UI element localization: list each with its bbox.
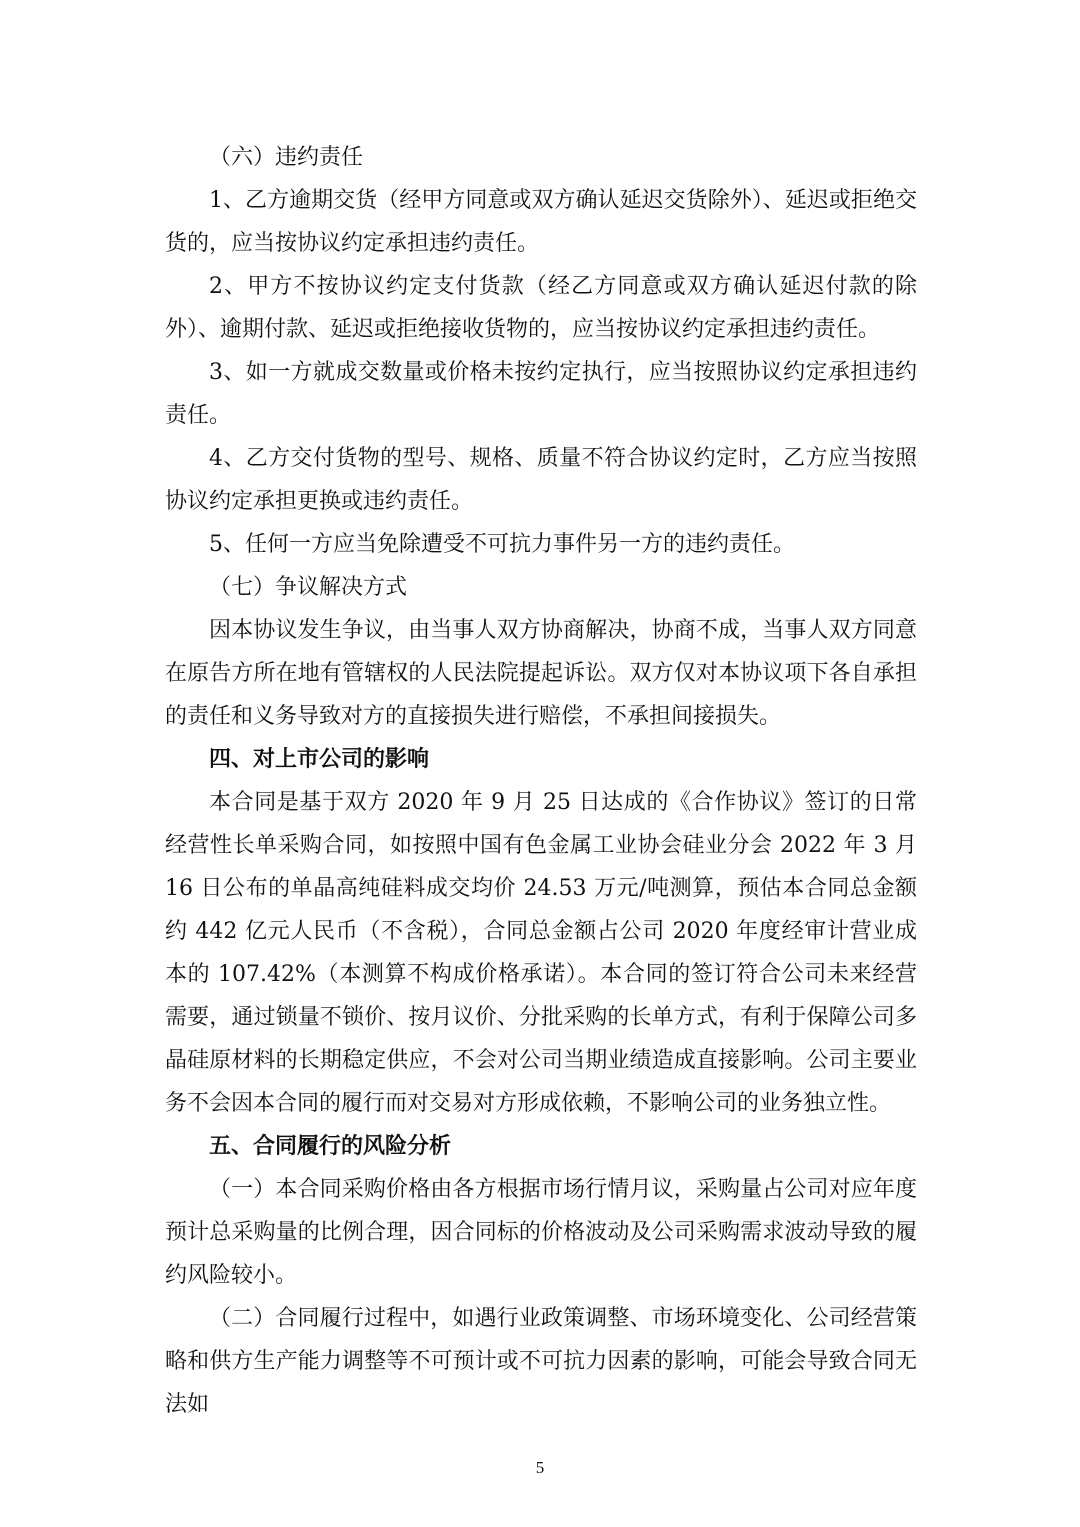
paragraph-breach-clause-5: 5、任何一方应当免除遭受不可抗力事件另一方的违约责任。 — [209, 532, 795, 557]
paragraph-breach-clause-2: 2、甲方不按协议约定支付货款（经乙方同意或双方确认延迟付款的除外）、逾期付款、延迟或拒绝接收货物的，应当按协议约定承担违约责任。 — [165, 274, 917, 342]
paragraph-dispute-resolution: 因本协议发生争议，由当事人双方协商解决，协商不成，当事人双方同意在原告方所在地有管辖权的人民法院提起诉讼。双方仅对本协议项下各自承担的责任和义务导致对方的直接损失进行赔偿，不承担间接损失。 — [165, 618, 917, 729]
paragraph-risk-2: （二）合同履行过程中，如遇行业政策调整、市场环境变化、公司经营策略和供方生产能力调整等不可预计或不可抗力因素的影响，可能会导致合同无法如 — [165, 1306, 917, 1417]
document-body — [165, 136, 917, 1426]
section-heading-impact: 四、对上市公司的影响 — [209, 746, 430, 772]
page-number: 5 — [535, 1458, 545, 1477]
paragraph-impact: 本合同是基于双方 2020 年 9 月 25 日达成的《合作协议》签订的日常经营性长单采购合同，如按照中国有色金属工业协会硅业分会 2022 年 3 月 16 日公布的单晶高纯硅料成交均价 24.53 万元/吨测算，预估本合同总金额约 442 亿元人民币（不含税），合同总金额占公司 2020 年度经审计营业成本的 107.42%（本测算不构成价格承诺）。本合同的签订符合公司未来经营需要，通过锁量不锁价、按月议价、分批采购的长单方式，有利于保障公司多晶硅原材料的长期稳定供应，不会对公司当期业绩造成直接影响。公司主要业务不会因本合同的履行而对交易对方形成依赖，不影响公司的业务独立性。 — [165, 790, 917, 1116]
paragraph-breach-clause-4: 4、乙方交付货物的型号、规格、质量不符合协议约定时，乙方应当按照协议约定承担更换或违约责任。 — [165, 446, 917, 514]
paragraph-risk-1: （一）本合同采购价格由各方根据市场行情月议，采购量占公司对应年度预计总采购量的比例合理，因合同标的价格波动及公司采购需求波动导致的履约风险较小。 — [165, 1177, 917, 1288]
paragraph-breach-clause-3: 3、如一方就成交数量或价格未按约定执行，应当按照协议约定承担违约责任。 — [165, 360, 917, 428]
section-heading-risk-analysis: 五、合同履行的风险分析 — [209, 1133, 452, 1159]
subsection-heading-breach-liability: （六）违约责任 — [209, 145, 364, 170]
paragraph-breach-clause-1: 1、乙方逾期交货（经甲方同意或双方确认延迟交货除外）、延迟或拒绝交货的，应当按协议约定承担违约责任。 — [165, 188, 917, 256]
subsection-heading-dispute-resolution: （七）争议解决方式 — [209, 575, 408, 600]
